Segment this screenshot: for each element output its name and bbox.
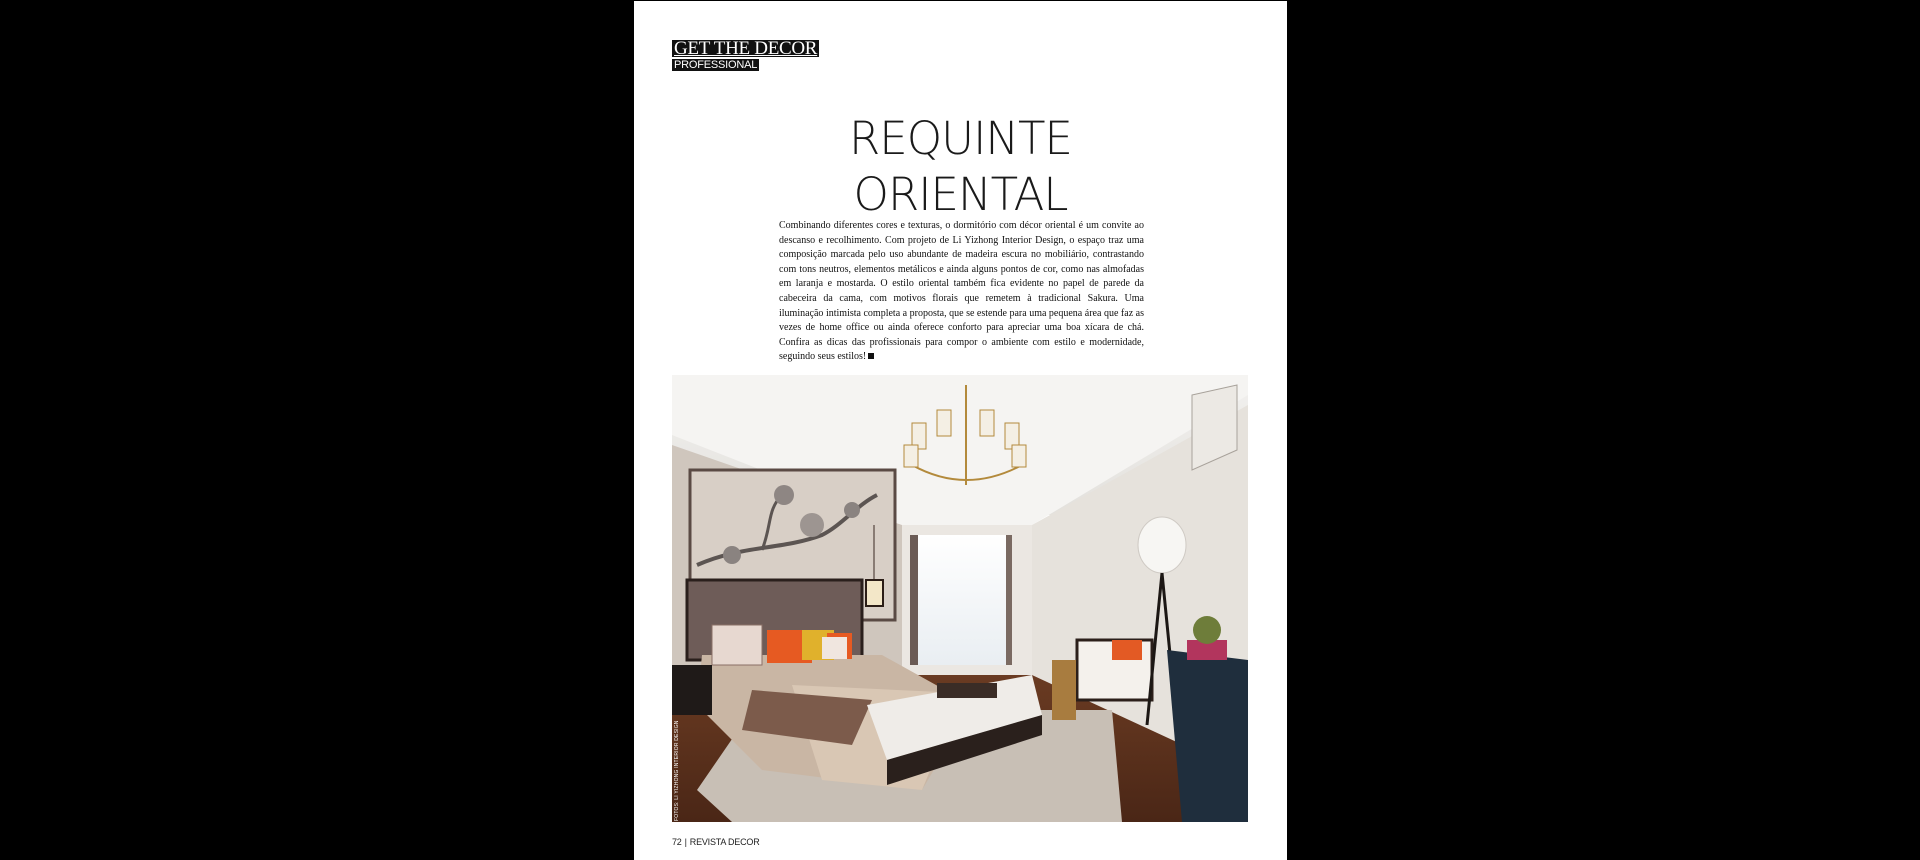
section-brand [672,40,819,71]
bedroom-photo [672,375,1248,822]
brand-subtitle: PROFESSIONAL [674,59,758,71]
article-intro [779,219,1144,365]
page-number: 72 [672,837,682,847]
intro-text: Combinando diferentes cores e texturas, o dormitório com décor oriental é um convite ao descanso e recolhimento. Com projeto de Li Yizhong Interior Design, o espaço traz uma composição marcada pelo uso abundante de madeira escura no mobiliário, contrastando com tons neutros, elementos metálicos e ainda alguns pontos de cor, como nas almofadas em laranja e mostarda. O estilo oriental também fica evidente no papel de parede da cabeceira da cama, com motivos florais que remetem à tradicional Sakura. Uma iluminação intimista completa a proposta, que se estende para uma pequena área que faz as vezes de home office ou ainda oferece conforto para apreciar uma boa xícara de chá. Confira as dicas das profissionais para compor o ambiente com estilo e modernidade, seguindo seus estilos! [779,220,1144,363]
end-mark-icon [868,353,874,359]
magazine-page [634,1,1287,860]
page-footer [672,837,760,847]
magazine-name: REVISTA DECOR [689,837,760,847]
article-title [634,111,1287,223]
photo-credit: FOTOS: LI YIZHONG INTERIOR DESIGN [674,720,680,821]
title-line-1: REQUINTE [849,112,1072,165]
brand-title: GET THE DECOR [674,38,818,59]
footer-separator: | [684,837,687,847]
title-line-2: ORIENTAL [853,168,1068,221]
